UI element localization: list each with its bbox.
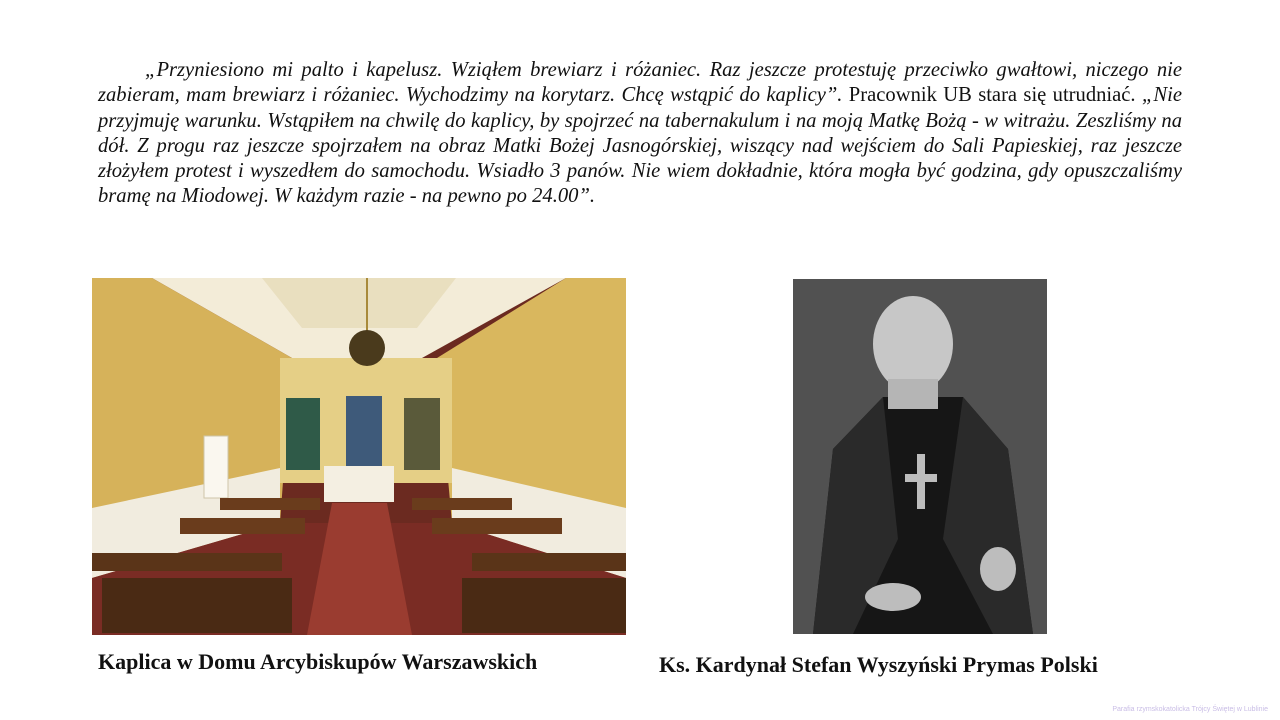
- quote-part-1: „Przyniesiono mi palto i kapelusz. Wziąłem brewiarz i różaniec. Raz jeszcze protestuję przeciwko gwałtowi, niczego nie zabieram, mam brewiarz i różaniec. Wychodzimy na korytarz. Chcę wstąpić do kaplicy”.: [98, 59, 1182, 107]
- cardinal-portrait-photo: [793, 279, 1047, 634]
- chapel-photo: [92, 278, 626, 635]
- quote-part-2: Pracownik UB stara się utrudniać.: [842, 84, 1142, 107]
- quote-paragraph: [98, 58, 1182, 210]
- footer-note: Parafia rzymskokatolicka Trójcy Świętej w Lublinie: [1112, 706, 1268, 713]
- cardinal-caption: Ks. Kardynał Stefan Wyszyński Prymas Polski: [659, 652, 1098, 677]
- chapel-caption: Kaplica w Domu Arcybiskupów Warszawskich: [98, 649, 538, 674]
- quote-part-3: „Nie przyjmuję warunku. Wstąpiłem na chwilę do kaplicy, by spojrzeć na tabernakulum i na moją Matkę Bożą - w witrażu. Zeszliśmy na dół. Z progu raz jeszcze spojrzałem na obraz Matki Bożej Jasnogórskiej, wiszący nad wejściem do Sali Papieskiej, raz jeszcze złożyłem protest i wyszedłem do samochodu. Wsiadło 3 panów. Nie wiem dokładnie, która mogła być godzina, gdy opuszczaliśmy bramę na Miodowej. W każdym razie - na pewno po 24.00”.: [98, 84, 1182, 208]
